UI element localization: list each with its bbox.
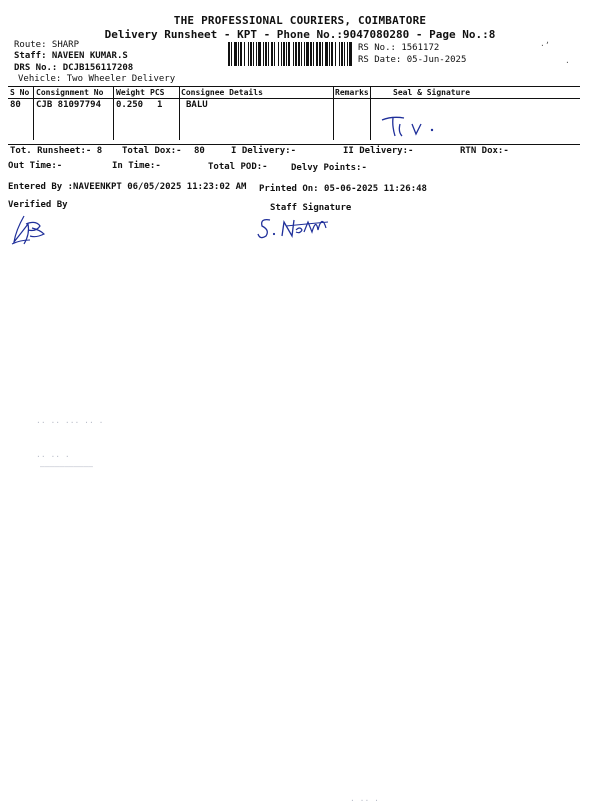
row-signature-handwriting: [378, 112, 448, 142]
barcode-bar: [295, 42, 297, 66]
barcode-bar: [258, 42, 261, 66]
barcode-bar: [274, 42, 275, 66]
barcode-bar: [319, 42, 321, 66]
barcode-bar: [286, 42, 287, 66]
barcode-bar: [263, 42, 264, 66]
barcode-bar: [347, 42, 348, 66]
cell-consignee: BALU: [186, 100, 208, 110]
rtn-dox: RTN Dox:-: [460, 146, 509, 156]
barcode-bar: [349, 42, 352, 66]
cell-consignment: CJB 81097794: [36, 100, 102, 110]
barcode-bar: [304, 42, 305, 66]
printed-on: Printed On: 05-06-2025 11:26:48: [259, 184, 427, 194]
header-consignment: Consignment No: [36, 88, 104, 97]
barcode-bar: [306, 42, 309, 66]
cell-pcs: 1: [157, 100, 163, 110]
barcode-bar: [288, 42, 290, 66]
col-divider: [179, 86, 180, 140]
barcode-bar: [341, 42, 343, 66]
barcode-bar: [329, 42, 330, 66]
cell-weight: 0.250: [116, 100, 144, 110]
header-sno: S No: [10, 88, 30, 97]
total-pod: Total POD:-: [208, 162, 268, 172]
barcode-bar: [331, 42, 333, 66]
in-time: In Time:-: [112, 161, 161, 171]
total-dox-label: Total Dox:-: [122, 146, 182, 156]
ii-delivery: II Delivery:-: [343, 146, 414, 156]
verified-by-signature: [10, 210, 50, 248]
barcode-bar: [231, 42, 232, 66]
rs-number: RS No.: 1561172: [358, 43, 440, 53]
bleed-through-mark: ·· ·· ·: [36, 452, 70, 461]
entered-by: Entered By :NAVEENKPT 06/05/2025 11:23:02 AM: [8, 182, 247, 192]
barcode-bar: [278, 42, 279, 66]
company-title: THE PROFESSIONAL COURIERS, COIMBATORE: [173, 14, 427, 27]
tot-runsheet: Tot. Runsheet:- 8: [10, 146, 103, 156]
barcode-bar: [248, 42, 249, 66]
drs-number: DRS No.: DCJB156117208: [14, 63, 134, 73]
barcode-bar: [244, 42, 245, 66]
barcode-bar: [283, 42, 285, 66]
barcode-bar: [310, 42, 312, 66]
barcode-bar: [298, 42, 300, 66]
barcode-bar: [271, 42, 273, 66]
barcode-bar: [240, 42, 242, 66]
col-divider: [113, 86, 114, 140]
bleed-through-mark: ·· ·· ··· ·· ·: [36, 418, 104, 427]
barcode-bar: [325, 42, 328, 66]
barcode-bar: [339, 42, 340, 66]
col-divider: [370, 86, 371, 140]
barcode-bar: [335, 42, 336, 66]
total-dox-value: 80: [194, 146, 205, 156]
header-consignee: Consignee Details: [181, 88, 263, 97]
staff-signature-label: Staff Signature: [270, 203, 352, 213]
table-header-rule: [8, 98, 580, 99]
col-divider: [33, 86, 34, 140]
header-remarks: Remarks: [335, 88, 369, 97]
barcode-bar: [250, 42, 252, 66]
header-pcs: PCS: [150, 88, 165, 97]
barcode-bar: [265, 42, 267, 66]
vehicle-label: Vehicle: Two Wheeler Delivery: [18, 74, 176, 84]
verified-by-label: Verified By: [8, 200, 68, 210]
stray-mark: ·: [565, 58, 570, 67]
runsheet-subtitle: Delivery Runsheet - KPT - Phone No.:9047080280 - Page No.:8: [104, 28, 496, 41]
header-seal-signature: Seal & Signature: [393, 88, 471, 97]
route-label: Route: SHARP: [14, 40, 80, 50]
staff-label: Staff: NAVEEN KUMAR.S: [14, 51, 128, 61]
barcode-bar: [281, 42, 282, 66]
barcode-bar: [253, 42, 254, 66]
table-bottom-rule: [8, 144, 580, 145]
header-weight: Weight: [116, 88, 145, 97]
barcode-bar: [228, 42, 230, 66]
barcode-bar: [322, 42, 323, 66]
out-time: Out Time:-: [8, 161, 63, 171]
barcode-bar: [293, 42, 294, 66]
barcode-bar: [313, 42, 314, 66]
i-delivery: I Delivery:-: [231, 146, 297, 156]
staff-signature: [256, 208, 336, 244]
barcode-bar: [344, 42, 345, 66]
delvy-points: Delvy Points:-: [291, 163, 367, 173]
bleed-through-mark: ―――――――――――: [40, 462, 93, 471]
col-divider: [333, 86, 334, 140]
barcode-bar: [256, 42, 257, 66]
barcode-bar: [316, 42, 318, 66]
barcode-image: [228, 42, 352, 66]
barcode-bar: [268, 42, 269, 66]
barcode-bar: [301, 42, 302, 66]
bleed-through-mark: · ·· ·: [350, 796, 379, 805]
barcode-bar: [234, 42, 237, 66]
cell-sno: 80: [10, 100, 21, 110]
rs-date: RS Date: 05-Jun-2025: [358, 55, 467, 65]
table-top-rule: [8, 86, 580, 87]
stray-mark: ·ʼ: [540, 41, 550, 50]
barcode-bar: [238, 42, 239, 66]
